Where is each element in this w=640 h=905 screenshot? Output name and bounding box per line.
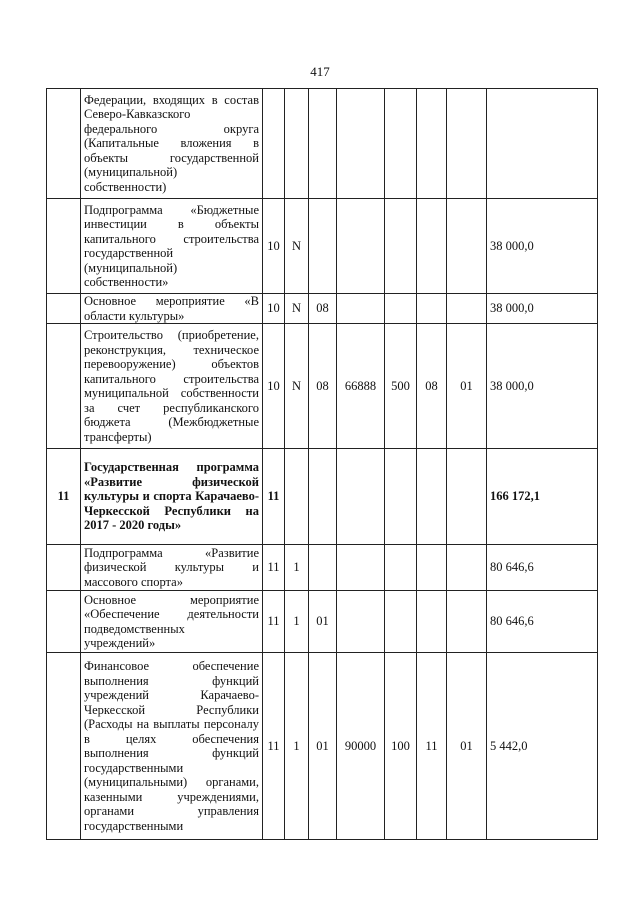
direction-code: 66888 <box>337 324 385 449</box>
direction-code <box>337 591 385 653</box>
subprogram-code: 1 <box>285 545 309 591</box>
row-name: Подпрограмма «Бюджетные инвестиции в объекты капитального строительства государственной (муниципальной) собственности» <box>81 199 263 294</box>
subprogram-code: 1 <box>285 591 309 653</box>
section-code <box>417 591 447 653</box>
expense-type-code <box>385 294 417 324</box>
program-code: 10 <box>263 324 285 449</box>
expense-type-code <box>385 89 417 199</box>
subsection-code <box>447 89 487 199</box>
event-code: 08 <box>309 294 337 324</box>
event-code: 08 <box>309 324 337 449</box>
row-number <box>47 653 81 840</box>
program-code <box>263 89 285 199</box>
event-code <box>309 199 337 294</box>
row-name: Основное мероприятие «Обеспечение деятельности подведомственных учреждений» <box>81 591 263 653</box>
direction-code <box>337 449 385 545</box>
row-number <box>47 199 81 294</box>
subprogram-code <box>285 89 309 199</box>
table-row <box>47 324 598 449</box>
subsection-code: 01 <box>447 653 487 840</box>
subprogram-code <box>285 449 309 545</box>
expense-type-code <box>385 199 417 294</box>
row-name: Строительство (приобретение, реконструкция, техническое перевооружение) объектов капитального строительства муниципальной собственности за счет республиканского бюджета (Межбюджетные трансферты) <box>81 324 263 449</box>
row-number <box>47 89 81 199</box>
direction-code: 90000 <box>337 653 385 840</box>
section-code <box>417 545 447 591</box>
table-row <box>47 653 598 840</box>
table-row <box>47 545 598 591</box>
subsection-code: 01 <box>447 324 487 449</box>
row-name: Основное мероприятие «В области культуры» <box>81 294 263 324</box>
direction-code <box>337 545 385 591</box>
program-code: 11 <box>263 653 285 840</box>
event-code: 01 <box>309 591 337 653</box>
section-code: 11 <box>417 653 447 840</box>
row-number <box>47 324 81 449</box>
expense-type-code <box>385 449 417 545</box>
program-code: 11 <box>263 591 285 653</box>
table-body <box>47 89 598 840</box>
subsection-code <box>447 449 487 545</box>
program-code: 11 <box>263 449 285 545</box>
row-name: Федерации, входящих в состав Северо-Кавказского федерального округа (Капитальные вложения в объекты государственной (муниципальной) собственности) <box>81 89 263 199</box>
subsection-code <box>447 545 487 591</box>
section-code <box>417 294 447 324</box>
event-code <box>309 545 337 591</box>
direction-code <box>337 89 385 199</box>
row-name: Государственная программа «Развитие физической культуры и спорта Карачаево-Черкесской Республики на 2017 - 2020 годы» <box>81 449 263 545</box>
program-code: 10 <box>263 199 285 294</box>
amount: 166 172,1 <box>487 449 598 545</box>
subsection-code <box>447 294 487 324</box>
subprogram-code: N <box>285 324 309 449</box>
subsection-code <box>447 199 487 294</box>
expense-type-code <box>385 591 417 653</box>
amount: 38 000,0 <box>487 324 598 449</box>
direction-code <box>337 294 385 324</box>
program-code: 11 <box>263 545 285 591</box>
row-number <box>47 545 81 591</box>
row-number <box>47 294 81 324</box>
row-name: Подпрограмма «Развитие физической культуры и массового спорта» <box>81 545 263 591</box>
event-code <box>309 89 337 199</box>
event-code: 01 <box>309 653 337 840</box>
event-code <box>309 449 337 545</box>
row-number <box>47 591 81 653</box>
subprogram-code: N <box>285 199 309 294</box>
amount: 80 646,6 <box>487 591 598 653</box>
section-code <box>417 449 447 545</box>
amount: 80 646,6 <box>487 545 598 591</box>
direction-code <box>337 199 385 294</box>
row-number: 11 <box>47 449 81 545</box>
subprogram-code: N <box>285 294 309 324</box>
expense-type-code: 500 <box>385 324 417 449</box>
program-code: 10 <box>263 294 285 324</box>
table-row <box>47 199 598 294</box>
row-name: Финансовое обеспечение выполнения функций учреждений Карачаево-Черкесской Республики (Расходы на выплаты персоналу в целях обеспечения выполнения функций государственными (муниципальными) органами, казенными учреждениями, органами управления государственными <box>81 653 263 840</box>
expense-type-code: 100 <box>385 653 417 840</box>
amount: 38 000,0 <box>487 294 598 324</box>
expense-type-code <box>385 545 417 591</box>
subsection-code <box>447 591 487 653</box>
section-code <box>417 89 447 199</box>
table-row <box>47 449 598 545</box>
budget-table <box>46 88 598 840</box>
table-row <box>47 294 598 324</box>
amount <box>487 89 598 199</box>
table-row <box>47 591 598 653</box>
amount: 38 000,0 <box>487 199 598 294</box>
amount: 5 442,0 <box>487 653 598 840</box>
section-code <box>417 199 447 294</box>
subprogram-code: 1 <box>285 653 309 840</box>
page-number: 417 <box>310 64 330 79</box>
table-row <box>47 89 598 199</box>
section-code: 08 <box>417 324 447 449</box>
